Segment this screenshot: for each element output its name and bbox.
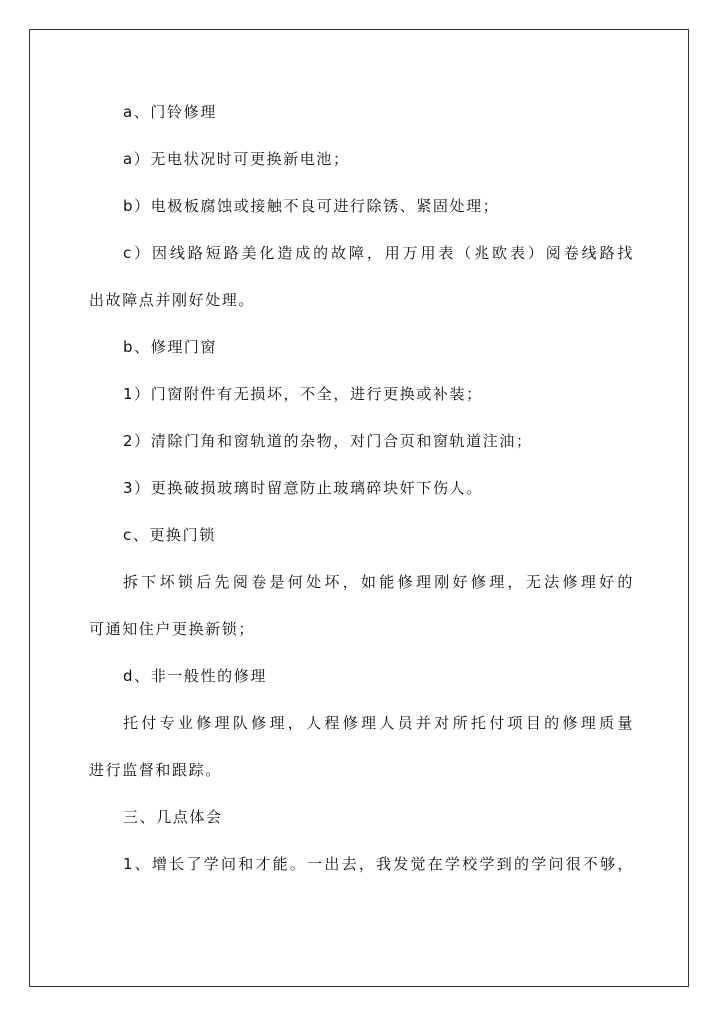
section-heading-doorbell-repair: a、门铃修理 bbox=[123, 103, 217, 121]
list-item: a）无电状况时可更换新电池； bbox=[123, 150, 350, 168]
paragraph-line: 拆下坏锁后先阅卷是何处坏，如能修理刚好修理，无法修理好的 bbox=[123, 573, 634, 591]
section-heading-special-repair: d、非一般性的修理 bbox=[123, 667, 267, 685]
paragraph-line: 托付专业修理队修理，人程修理人员并对所托付项目的修理质量 bbox=[123, 714, 634, 732]
section-heading-window-repair: b、修理门窗 bbox=[123, 338, 218, 356]
paragraph-line: 1、增长了学问和才能。一出去，我发觉在学校学到的学问很不够， bbox=[123, 855, 634, 873]
section-heading-reflections: 三、几点体会 bbox=[123, 808, 223, 826]
list-item: 1）门窗附件有无损坏，不全，进行更换或补装； bbox=[123, 385, 483, 403]
paragraph-line: c）因线路短路美化造成的故障，用万用表（兆欧表）阅卷线路找 bbox=[123, 244, 634, 262]
paragraph-line: 进行监督和跟踪。 bbox=[89, 761, 222, 779]
list-item: 3）更换破损玻璃时留意防止玻璃碎块奸下伤人。 bbox=[123, 479, 483, 497]
document-body bbox=[89, 100, 634, 899]
list-item: b）电极板腐蚀或接触不良可进行除锈、紧固处理； bbox=[123, 197, 500, 215]
paragraph-line: 可通知住户更换新锁； bbox=[89, 620, 256, 638]
paragraph-line: 出故障点并刚好处理。 bbox=[89, 291, 256, 309]
list-item: 2）清除门角和窗轨道的杂物，对门合页和窗轨道注油； bbox=[123, 432, 533, 450]
section-heading-lock-replacement: c、更换门锁 bbox=[123, 526, 216, 544]
